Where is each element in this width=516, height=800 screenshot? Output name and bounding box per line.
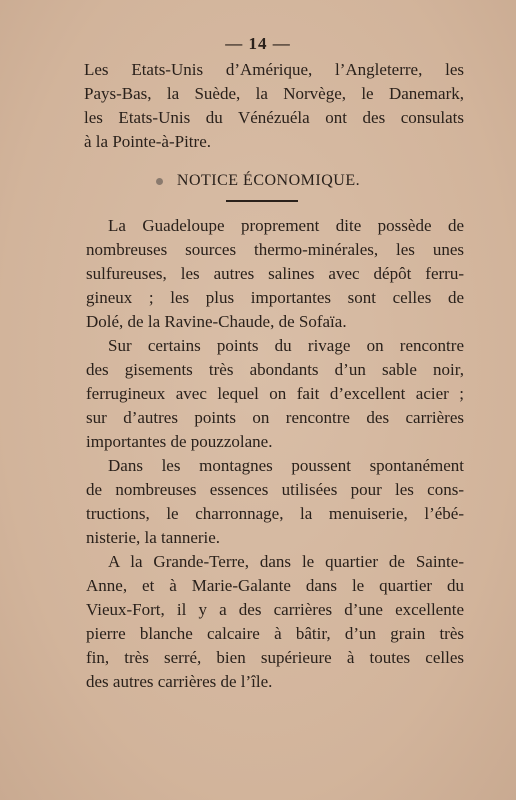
text-line: Sur certains points du rivage on rencontre <box>108 336 464 355</box>
heading-rule <box>226 200 298 202</box>
text-line: de nombreuses essences utilisées pour les cons- <box>86 480 464 499</box>
text-line: Dans les montagnes poussent spontanément <box>108 456 464 475</box>
text-line: Dolé, de la Ravine-Chaude, de Sofaïa. <box>86 312 347 331</box>
bullet-icon <box>156 178 163 185</box>
text-line: Anne, et à Marie-Galante dans le quartier du <box>86 576 464 595</box>
text-line: ferrugineux avec lequel on fait d’excellent acier ; <box>86 384 464 403</box>
text-line: A la Grande-Terre, dans le quartier de Sainte- <box>108 552 464 571</box>
text-line: les Etats-Unis du Vénézuéla ont des consulats <box>84 108 464 127</box>
text-line: La Guadeloupe proprement dite possède de <box>108 216 464 235</box>
text-line: pierre blanche calcaire à bâtir, d’un grain très <box>86 624 464 643</box>
text-line: importantes de pouzzolane. <box>86 432 273 451</box>
section-heading-text: NOTICE ÉCONOMIQUE. <box>176 172 361 189</box>
text-line: Vieux-Fort, il y a des carrières d’une excellente <box>86 600 464 619</box>
text-line: sulfureuses, les autres salines avec dépôt ferru- <box>86 264 464 283</box>
text-line: tructions, le charronnage, la menuiserie, l’ébé- <box>86 504 464 523</box>
intro-paragraph <box>84 58 464 154</box>
text-line: des gisements très abondants d’un sable noir, <box>86 360 464 379</box>
page-number: — 14 — <box>225 34 291 53</box>
text-line: nisterie, la tannerie. <box>86 528 221 547</box>
text-line: gineux ; les plus importantes sont celles de <box>86 288 464 307</box>
text-line: Pays-Bas, la Suède, la Norvège, le Danemark, <box>84 84 464 103</box>
text-line: sur d’autres points on rencontre des carrières <box>86 408 464 427</box>
text-line: Les Etats-Unis d’Amérique, l’Angleterre, les <box>84 60 464 79</box>
text-line: fin, très serré, bien supérieure à toutes celles <box>86 648 464 667</box>
text-line: nombreuses sources thermo-minérales, les unes <box>86 240 464 259</box>
body-text <box>86 214 464 694</box>
section-heading <box>0 172 516 190</box>
text-line: à la Pointe-à-Pitre. <box>84 132 211 151</box>
text-line: des autres carrières de l’île. <box>86 672 273 691</box>
